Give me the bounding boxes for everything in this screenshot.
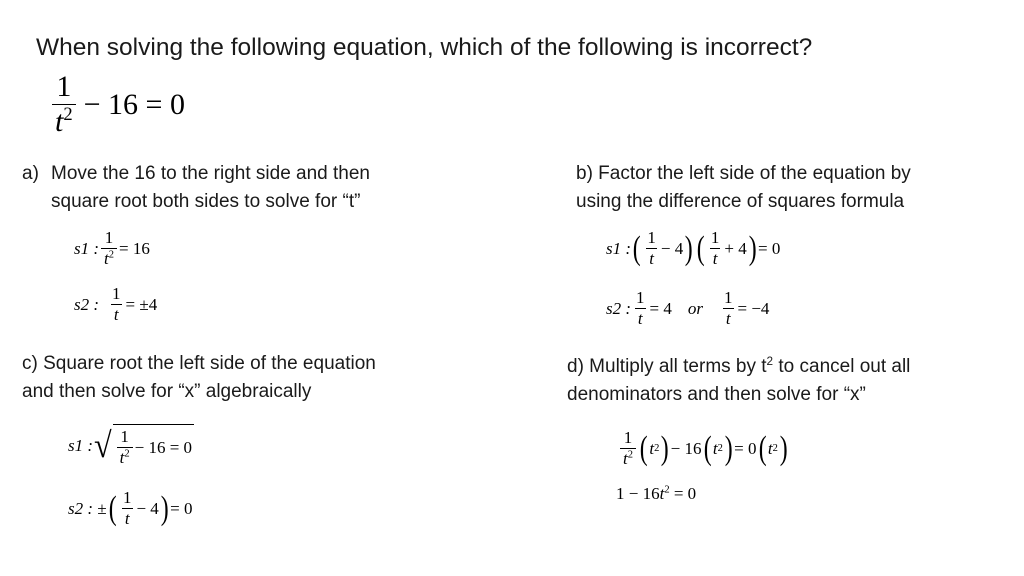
option-b-line2: using the difference of squares formula [576,191,905,212]
option-d-step1: $\frac{1}{t^2}$ ( t 2 ) − 16 ( t 2 ) = 0 ( t 2 ) [618,428,789,469]
option-c[interactable] [22,350,376,406]
option-d-line2: denominators and then solve for “x” [567,384,866,405]
question-title: When solving the following equation, which of the following is incorrect? [36,34,813,61]
option-c-step2: s2 : ± ( $\frac{1}{t}$ − 4 ) = 0 [68,488,193,528]
option-a-step2: s2 : $\frac{1}{t}$ = ±4 [74,284,158,324]
square-root-icon: √ $\frac{1}{t^2}$ − 16 = 0 [94,425,193,467]
option-a[interactable] [22,160,370,216]
option-d[interactable] [567,353,910,409]
option-c-line2: and then solve for “x” algebraically [22,381,312,402]
option-c-line1: c) Square root the left side of the equation [22,353,376,374]
option-b-step1: s1 : ( $\frac{1}{t}$ − 4 ) ( $\frac{1}{t}$ + 4 ) = 0 [606,228,781,268]
option-d-line1: d) Multiply all terms by $t^2$ to cancel out all [567,354,911,377]
option-a-line2: square root both sides to solve for “t” [51,191,361,212]
option-b[interactable] [576,160,911,216]
option-b-step2: s2 : $\frac{1}{t}$ = 4 or $\frac{1}{t}$ = −4 [606,288,770,328]
option-c-step1: s1 : √ $\frac{1}{t^2}$ − 16 = 0 [68,425,193,467]
option-d-step2: $1 - 16t^2 = 0$ [616,484,697,503]
option-a-step1: s1 : $\frac{1}{t^2}$ = 16 [74,228,150,268]
option-b-line1: b) Factor the left side of the equation by [576,163,911,184]
option-a-line1: Move the 16 to the right side and then [51,163,370,184]
main-equation-rest: − 16 = 0 [83,87,185,121]
main-fraction: $\frac{1}{t^2}$ [52,70,76,139]
option-a-label: a) [22,163,39,184]
main-equation [50,70,185,139]
